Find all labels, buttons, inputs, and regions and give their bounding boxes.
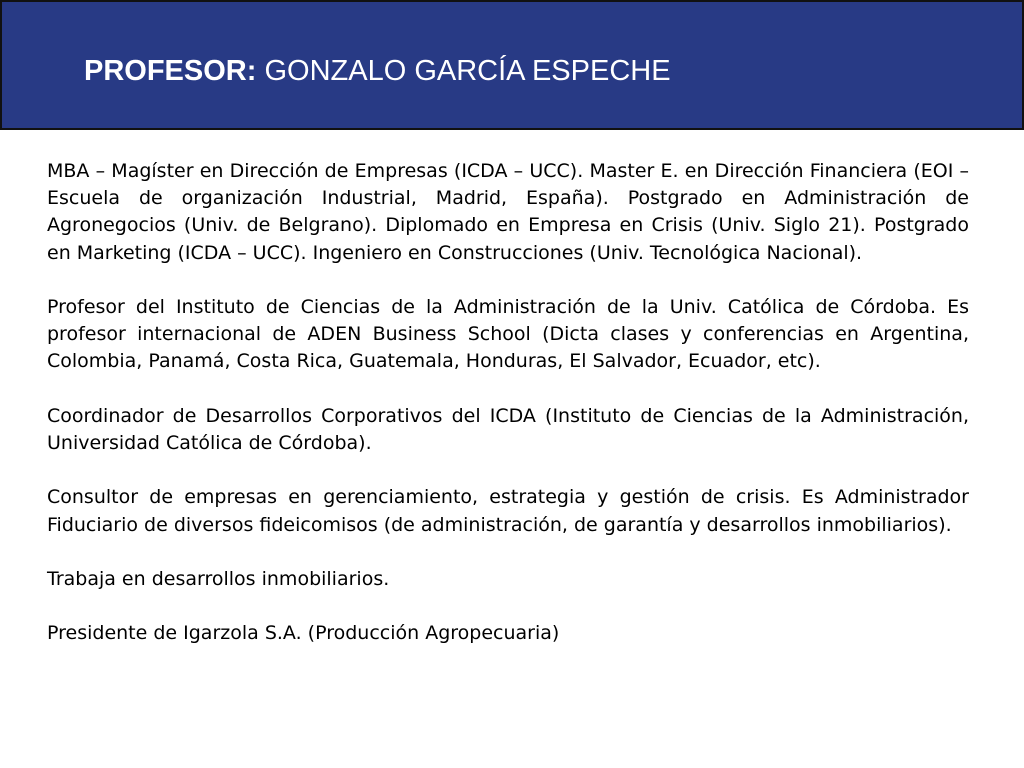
slide-title bbox=[84, 53, 671, 89]
paragraph-president: Presidente de Igarzola S.A. (Producción Agropecuaria) bbox=[47, 622, 560, 645]
paragraph-teaching: Profesor del Instituto de Ciencias de la Administración de la Univ. Católica de Córdoba. Es profesor internacional de ADEN Business School (Dicta clases y conferencias en Argentina, Colombia, Panamá, Costa Rica, Guatemala, Honduras, El Salvador, Ecuador, etc). bbox=[47, 296, 969, 373]
title-prefix: PROFESOR: bbox=[84, 55, 257, 87]
paragraph-consultant: Consultor de empresas en gerenciamiento, estrategia y gestión de crisis. Es Administrador Fiduciario de diversos fideicomisos (de administración, de garantía y desarrollos inmobiliarios). bbox=[47, 486, 969, 536]
paragraph-education: MBA – Magíster en Dirección de Empresas (ICDA – UCC). Master E. en Dirección Financiera (EOI – Escuela de organización Industrial, Madrid, España). Postgrado en Administración de Agronegocios (Univ. de Belgrano). Diplomado en Empresa en Crisis (Univ. Siglo 21). Postgrado en Marketing (ICDA – UCC). Ingeniero en Construcciones (Univ. Tecnológica Nacional). bbox=[47, 160, 969, 264]
title-name: GONZALO GARCÍA ESPECHE bbox=[264, 55, 671, 87]
paragraph-real-estate: Trabaja en desarrollos inmobiliarios. bbox=[47, 567, 390, 590]
slide-body bbox=[47, 158, 969, 648]
paragraph-coordinator: Coordinador de Desarrollos Corporativos del ICDA (Instituto de Ciencias de la Administración, Universidad Católica de Córdoba). bbox=[47, 404, 969, 454]
